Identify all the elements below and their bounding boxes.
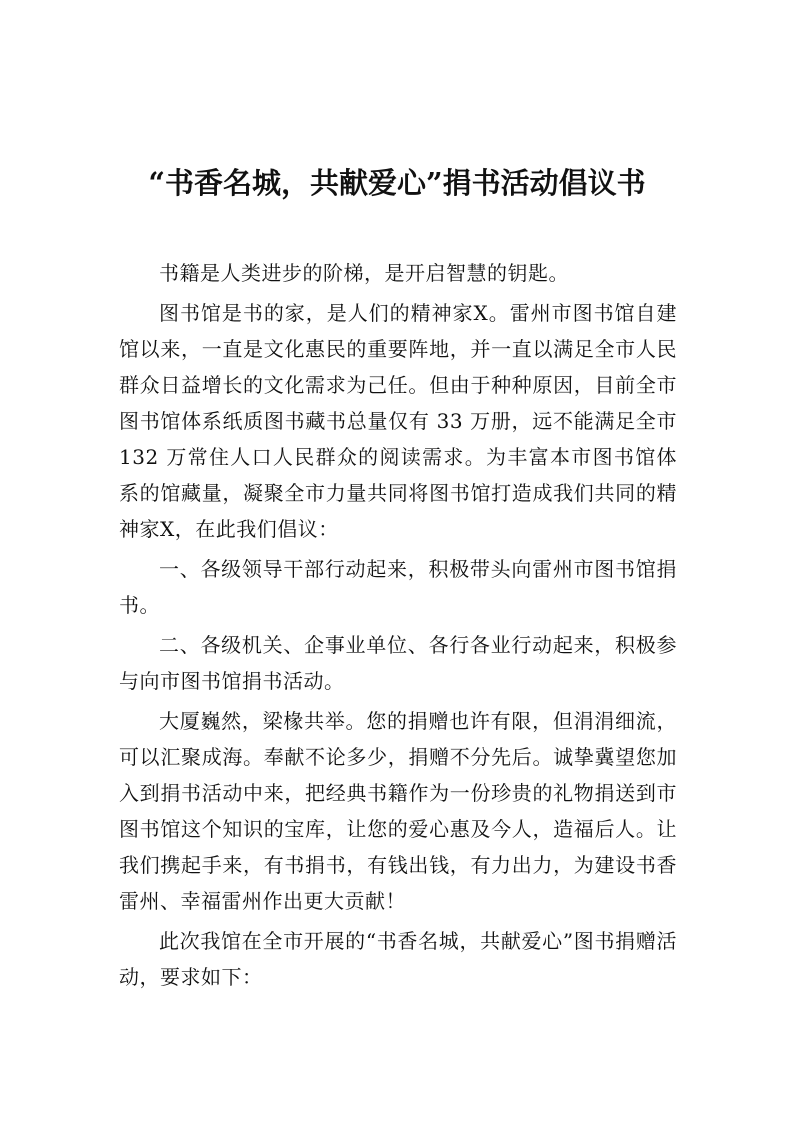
paragraph-intro: 书籍是人类进步的阶梯，是开启智慧的钥匙。 [159, 261, 569, 285]
paragraph-proposal-2: 二、各级机关、企事业单位、各行各业行动起来，积极参与向市图书馆捐书活动。 [119, 633, 677, 693]
paragraph-appeal: 大厦巍然，梁椽共举。您的捐赠也许有限，但涓涓细流，可以汇聚成海。奉献不论多少，捐赠不分先后。诚挚冀望您加入到捐书活动中来，把经典书籍作为一份珍贵的礼物捐送到市图书馆这个知识的宝库，让您的爱心惠及今人，造福后人。让我们携起手来，有书捐书，有钱出钱，有力出力，为建设书香雷州、幸福雷州作出更大贡献！ [119, 709, 677, 913]
paragraph-background: 图书馆是书的家，是人们的精神家X。雷州市图书馆自建馆以来，一直是文化惠民的重要阵地，并一直以满足全市人民群众日益增长的文化需求为己任。但由于种种原因，目前全市图书馆体系纸质图书藏书总量仅有 33 万册，远不能满足全市 132 万常住人口人民群众的阅读需求。为丰富本市图书馆体系的馆藏量，凝聚全市力量共同将图书馆打造成我们共同的精神家X，在此我们倡议： [119, 301, 677, 541]
document-title: “书香名城，共献爱心”捐书活动倡议书 [148, 166, 646, 200]
paragraph-requirements: 此次我馆在全市开展的“书香名城，共献爱心”图书捐赠活动，要求如下： [119, 929, 677, 989]
document-body [119, 255, 677, 995]
paragraph-proposal-1: 一、各级领导干部行动起来，积极带头向雷州市图书馆捐书。 [119, 557, 677, 617]
